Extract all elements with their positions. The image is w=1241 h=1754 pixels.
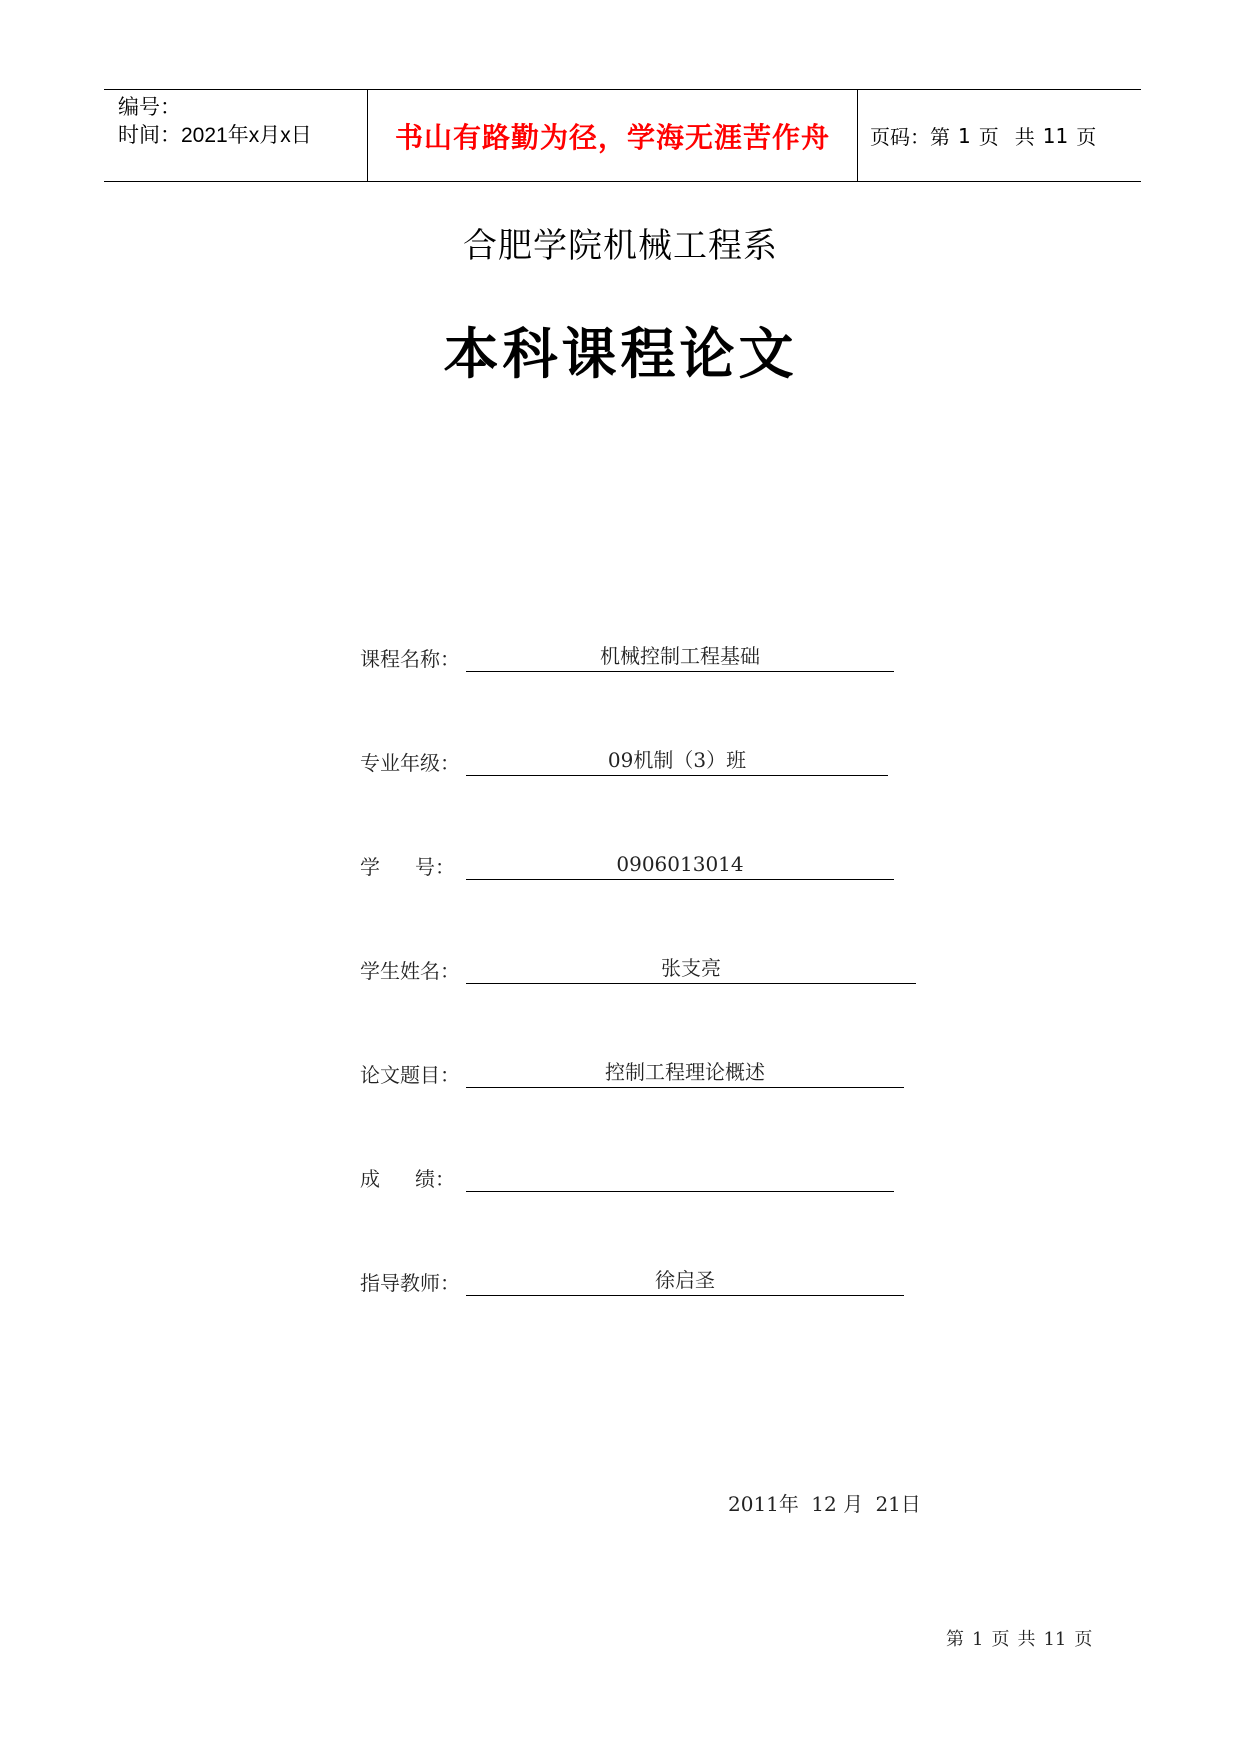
student-name-row [360,950,916,984]
course-name-label: 课程名称： [360,647,460,671]
motto-text: 书山有路勤为径，学海无涯苦作舟 [394,120,830,154]
department-title: 合肥学院机械工程系 [463,226,778,266]
major-grade-label: 专业年级： [360,751,460,775]
advisor-value: 徐启圣 [466,1266,904,1296]
advisor-label: 指导教师： [360,1271,460,1295]
course-name-row [360,638,894,672]
header-motto-cell [368,90,858,181]
thesis-title-value: 控制工程理论概述 [466,1058,904,1088]
grade-label [360,1163,455,1192]
student-name-value: 张支亮 [466,954,916,984]
thesis-title-label: 论文题目： [360,1063,460,1087]
footer-page-number [946,1625,1100,1651]
date-month: 12 月 [811,1492,864,1516]
page-total-prefix: 共 [1014,125,1035,149]
header-left-cell [104,90,368,181]
student-id-label [360,851,455,880]
student-id-value: 0906013014 [466,850,894,880]
page-label: 页码：第 [870,125,950,149]
major-grade-value: 09机制（3）班 [466,746,888,776]
date-day: 21日 [875,1492,921,1516]
grade-value [466,1162,894,1192]
header-table [104,89,1141,182]
submission-date [728,1488,927,1517]
page-total: 11 [1042,123,1069,148]
course-name-value: 机械控制工程基础 [466,642,894,672]
footer-current: 1 [972,1629,984,1650]
footer-total-prefix: 共 [1017,1629,1036,1650]
footer-prefix: 第 [946,1629,964,1650]
advisor-row [360,1262,904,1296]
page-total-unit: 页 [1076,125,1097,149]
date-year: 2011年 [728,1492,799,1516]
thesis-title-row [360,1054,904,1088]
grade-row [360,1158,894,1192]
student-name-label: 学生姓名： [360,959,460,983]
page-unit: 页 [978,125,999,149]
footer-total-unit: 页 [1074,1629,1093,1650]
footer-total: 11 [1043,1629,1067,1650]
page-current: 1 [958,123,971,148]
header-page-cell [858,90,1141,181]
grade-label-a: 成 [360,1167,380,1191]
grade-label-b: 绩： [415,1167,455,1191]
document-type-title: 本科课程论文 [443,322,798,386]
footer-unit: 页 [991,1629,1010,1650]
time-label: 时间：2021年x月x日 [118,124,312,147]
student-id-label-b: 号： [415,855,455,879]
serial-number-label: 编号： [118,96,181,119]
major-grade-row [360,742,888,776]
student-id-row [360,846,894,880]
student-id-label-a: 学 [360,855,380,879]
